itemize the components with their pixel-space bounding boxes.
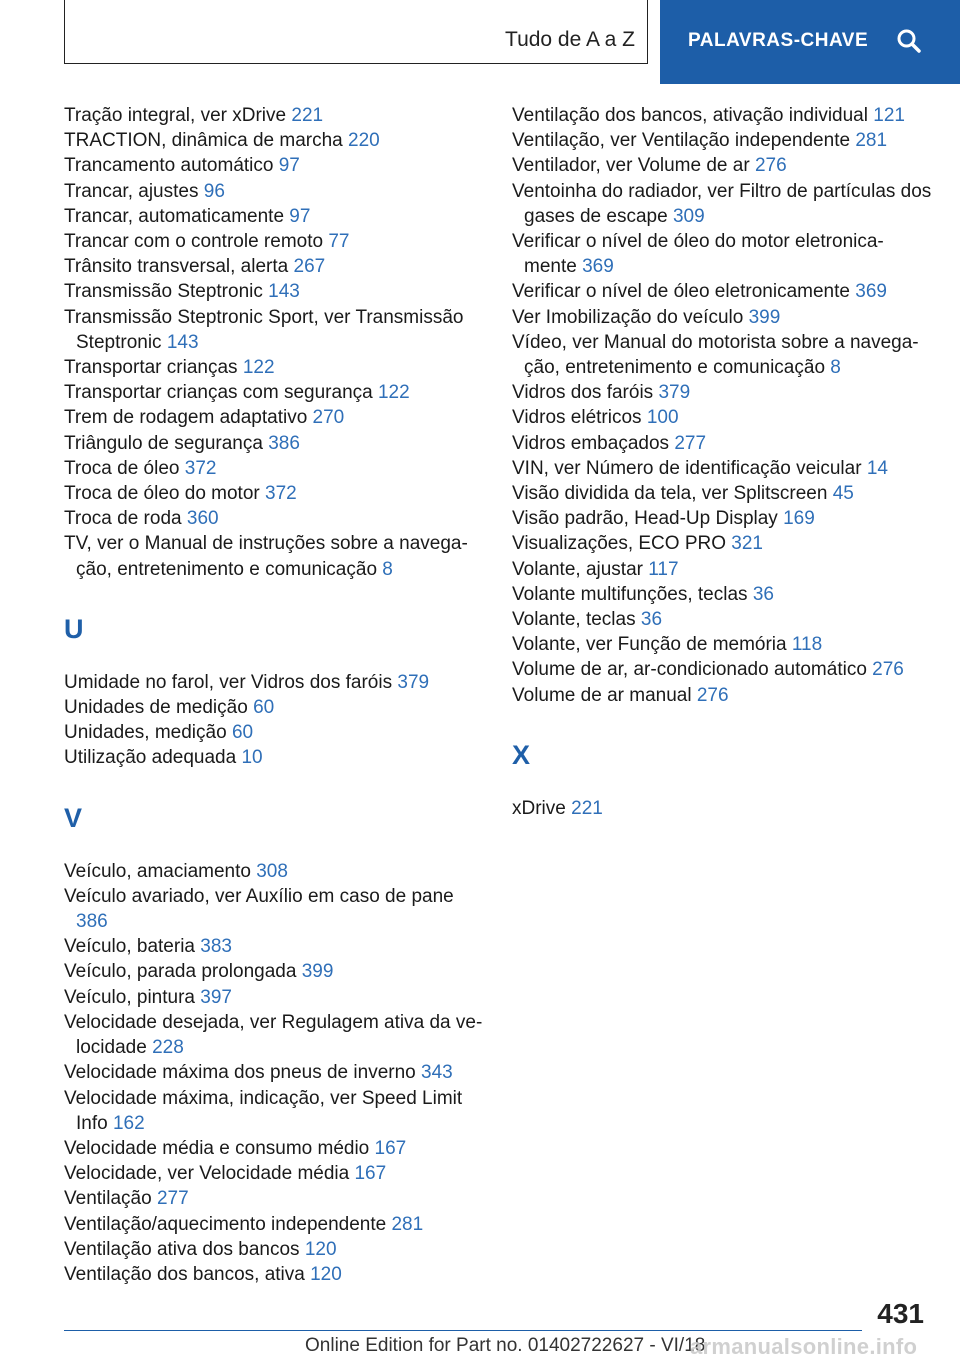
index-entry xyxy=(64,431,484,456)
page-reference-link[interactable]: 45 xyxy=(832,483,854,505)
page-reference-link[interactable]: 8 xyxy=(382,558,393,580)
index-entry xyxy=(64,1136,484,1161)
index-entry xyxy=(64,959,484,984)
index-entry-term: Transmissão Steptronic xyxy=(64,281,269,303)
page-reference-link[interactable]: 281 xyxy=(855,130,888,152)
page-reference-link[interactable]: 122 xyxy=(377,382,410,404)
index-letter-heading: V xyxy=(64,802,83,833)
page-number: 431 xyxy=(877,1298,924,1329)
page-reference-link[interactable]: 100 xyxy=(646,407,679,429)
page-reference-link[interactable]: 386 xyxy=(76,911,108,933)
index-entry xyxy=(64,745,484,770)
page-reference-link[interactable]: 97 xyxy=(278,155,300,177)
index-entry xyxy=(512,128,932,153)
index-entry-term: Visão dividida da tela, ver Splitscreen xyxy=(512,483,833,505)
page-reference-link[interactable]: 221 xyxy=(291,105,324,126)
page-reference-link[interactable]: 369 xyxy=(855,281,887,303)
index-entry-term: Velocidade, ver Velocidade média xyxy=(64,1163,355,1185)
index-entry-term: Verificar o nível de óleo eletronicamente xyxy=(512,281,856,303)
index-entry-term: Triângulo de segurança xyxy=(64,432,269,454)
page-reference-link[interactable]: 8 xyxy=(830,357,841,379)
index-entry xyxy=(64,934,484,959)
page-reference-link[interactable]: 60 xyxy=(253,697,275,719)
index-entry-term: Ventilação dos bancos, ativação individual xyxy=(512,105,874,126)
index-entry-term: Velocidade média e consumo médio xyxy=(64,1137,375,1159)
index-entry-term: Trancamento automático xyxy=(64,155,279,177)
page-reference-link[interactable]: 343 xyxy=(421,1062,453,1084)
index-entry xyxy=(512,279,932,304)
index-entry-term: Visão padrão, Head-Up Display xyxy=(512,508,784,530)
index-entry xyxy=(512,632,932,657)
index-entry-term: Veículo, pintura xyxy=(64,986,201,1008)
index-entry xyxy=(512,531,932,556)
index-entry-term: Ventilação dos bancos, ativa xyxy=(64,1263,311,1285)
section-title: Tudo de A a Z xyxy=(505,28,635,51)
index-entry-term: Velocidade máxima, indicação, ver Speed Limit Info xyxy=(64,1087,463,1134)
index-entry xyxy=(64,481,484,506)
index-entry xyxy=(64,1186,484,1211)
index-entry xyxy=(64,279,484,304)
index-entry-term: Ventoinha do radiador, ver Filtro de partículas dos gases de escape xyxy=(512,180,932,227)
index-entry xyxy=(64,531,484,581)
index-entry-term: xDrive xyxy=(512,797,572,819)
index-entry xyxy=(512,405,932,430)
search-icon xyxy=(896,28,922,54)
page-reference-link[interactable]: 118 xyxy=(791,634,823,656)
index-entry xyxy=(512,657,932,682)
index-entry xyxy=(64,1161,484,1186)
page-reference-link[interactable]: 120 xyxy=(310,1263,342,1285)
page-reference-link[interactable]: 121 xyxy=(873,105,905,126)
index-entry-term: Veículo, bateria xyxy=(64,936,201,958)
edition-text: Online Edition for Part no. 01402722627 - VI/18 xyxy=(305,1335,706,1356)
index-entry-term: Volante, teclas xyxy=(512,609,641,631)
page-reference-link[interactable]: 372 xyxy=(265,483,297,505)
index-entry-term: VIN, ver Número de identificação veicular xyxy=(512,457,867,479)
index-entry-term: Volante, ajustar xyxy=(512,558,649,580)
index-entry-term: Vidros dos faróis xyxy=(512,382,659,404)
index-entry xyxy=(512,431,932,456)
page-reference-link[interactable]: 276 xyxy=(696,684,729,706)
index-entry-term: TV, ver o Manual de instruções sobre a navega-ção, entretenimento e comunicação xyxy=(64,533,468,580)
index-entry xyxy=(512,229,932,279)
page-reference-link[interactable]: 122 xyxy=(242,357,275,379)
index-entry-term: Tração integral, ver xDrive xyxy=(64,105,292,126)
index-entry-term: Trem de rodagem adaptativo xyxy=(64,407,313,429)
page-reference-link[interactable]: 267 xyxy=(293,256,326,278)
page-reference-link[interactable]: 379 xyxy=(658,382,691,404)
index-entry xyxy=(64,985,484,1010)
keywords-button-label: PALAVRAS-CHAVE xyxy=(688,30,869,51)
index-entry-term: Vídeo, ver Manual do motorista sobre a navega-ção, entretenimento e comunicação xyxy=(512,331,919,379)
page-reference-link[interactable]: 36 xyxy=(640,609,663,631)
index-entry-term: Veículo, amaciamento xyxy=(64,860,257,882)
index-entry xyxy=(512,683,932,708)
index-entry xyxy=(64,1237,484,1262)
page-reference-link[interactable]: 397 xyxy=(200,986,232,1008)
index-entry-term: Transportar crianças xyxy=(64,357,243,379)
page-reference-link[interactable]: 96 xyxy=(203,180,225,202)
index-entry xyxy=(512,380,932,405)
index-entry xyxy=(512,607,932,632)
index-entry-term: Vidros elétricos xyxy=(512,407,647,429)
index-entry xyxy=(512,103,932,128)
index-entry xyxy=(64,355,484,380)
page-reference-link[interactable]: 167 xyxy=(354,1163,387,1185)
page-reference-link[interactable]: 97 xyxy=(289,205,311,227)
page-reference-link[interactable]: 383 xyxy=(200,936,232,958)
keywords-button[interactable] xyxy=(660,0,960,84)
index-entry-term: Ver Imobilização do veículo xyxy=(512,306,749,328)
index-entry xyxy=(512,153,932,178)
index-entry xyxy=(64,179,484,204)
index-entry xyxy=(512,305,932,330)
index-entry xyxy=(512,557,932,582)
page-reference-link[interactable]: 372 xyxy=(184,457,217,479)
index-entry xyxy=(64,1262,484,1287)
index-letter-heading: U xyxy=(64,613,84,644)
index-entry xyxy=(512,179,932,229)
index-entry xyxy=(64,103,484,128)
index-entry-term: Volume de ar, ar-condicionado automático xyxy=(512,659,873,681)
index-entry xyxy=(64,254,484,279)
footer-divider xyxy=(64,1330,862,1331)
index-entry-term: Transmissão Steptronic Sport, ver Transmissão Steptronic xyxy=(64,306,464,353)
page-reference-link[interactable]: 77 xyxy=(328,231,350,253)
page-reference-link[interactable]: 309 xyxy=(672,205,705,227)
page-reference-link[interactable]: 228 xyxy=(152,1037,184,1059)
index-entry xyxy=(64,884,484,934)
index-entry xyxy=(64,1212,484,1237)
index-entry-term: Visualizações, ECO PRO xyxy=(512,533,732,555)
index-entry-term: Umidade no farol, ver Vidros dos faróis xyxy=(64,671,398,693)
index-entry xyxy=(64,695,484,720)
page-reference-link[interactable]: 277 xyxy=(674,432,707,454)
index-entry xyxy=(64,153,484,178)
index-entry-term: Utilização adequada xyxy=(64,747,242,769)
index-entry-term: Trancar, ajustes xyxy=(64,180,204,202)
page-reference-link[interactable]: 399 xyxy=(748,306,781,328)
index-entry-term: Velocidade máxima dos pneus de inverno xyxy=(64,1062,422,1084)
index-entry-term: TRACTION, dinâmica de marcha xyxy=(64,130,349,152)
index-entry-term: Ventilação ativa dos bancos xyxy=(64,1238,305,1260)
index-entry xyxy=(64,380,484,405)
page-reference-link[interactable]: 120 xyxy=(304,1238,337,1260)
page-reference-link[interactable]: 60 xyxy=(231,722,254,744)
page-reference-link[interactable]: 276 xyxy=(872,659,904,681)
index-column-right xyxy=(512,103,932,821)
page-reference-link[interactable]: 379 xyxy=(397,671,430,693)
index-entry-term: Veículo avariado, ver Auxílio em caso de pane xyxy=(64,885,454,907)
page-reference-link[interactable]: 143 xyxy=(268,281,300,303)
index-entry xyxy=(512,330,932,380)
page-reference-link[interactable]: 270 xyxy=(312,407,345,429)
page-reference-link[interactable]: 277 xyxy=(156,1188,189,1210)
page-reference-link[interactable]: 308 xyxy=(256,860,288,882)
page-reference-link[interactable]: 276 xyxy=(754,155,787,177)
index-entry-term: Unidades, medição xyxy=(64,722,232,744)
index-entry-term: Unidades de medição xyxy=(64,697,254,719)
page-reference-link[interactable]: 360 xyxy=(186,508,219,530)
index-letter-heading: X xyxy=(512,739,531,770)
page-reference-link[interactable]: 221 xyxy=(571,797,603,819)
index-entry xyxy=(64,229,484,254)
index-entry-term: Ventilação, ver Ventilação independente xyxy=(512,130,856,152)
page-reference-link[interactable]: 167 xyxy=(374,1137,407,1159)
index-entry-term: Ventilação/aquecimento independente xyxy=(64,1213,392,1235)
page-reference-link[interactable]: 36 xyxy=(752,583,774,605)
index-entry xyxy=(64,405,484,430)
index-entry-term: Trancar com o controle remoto xyxy=(64,231,329,253)
index-entry xyxy=(64,506,484,531)
page-reference-link[interactable]: 143 xyxy=(166,331,199,353)
index-entry xyxy=(64,456,484,481)
index-entry xyxy=(64,859,484,884)
index-entry-term: Troca de óleo xyxy=(64,457,185,479)
index-entry xyxy=(512,481,932,506)
index-entry-term: Troca de óleo do motor xyxy=(64,483,266,505)
index-entry-term: Ventilação xyxy=(64,1188,157,1210)
index-entry-term: Velocidade desejada, ver Regulagem ativa da ve-locidade xyxy=(64,1011,483,1059)
index-entry xyxy=(64,1010,484,1060)
index-entry-term: Trânsito transversal, alerta xyxy=(64,256,294,278)
index-entry-term: Volante multifunções, teclas xyxy=(512,583,753,605)
page-reference-link[interactable]: 14 xyxy=(866,457,888,479)
index-entry xyxy=(512,506,932,531)
index-entry-term: Trancar, automaticamente xyxy=(64,205,290,227)
index-entry xyxy=(64,720,484,745)
index-column-left xyxy=(64,103,484,1287)
index-entry xyxy=(64,204,484,229)
index-entry xyxy=(512,582,932,607)
index-entry xyxy=(64,670,484,695)
page-reference-link[interactable]: 399 xyxy=(301,961,334,983)
index-entry-term: Transportar crianças com segurança xyxy=(64,382,378,404)
page-reference-link[interactable]: 117 xyxy=(648,558,679,580)
page-reference-link[interactable]: 386 xyxy=(268,432,300,454)
watermark-logo: armanualsonline.info xyxy=(690,1334,918,1359)
section-header xyxy=(64,0,648,64)
page-reference-link[interactable]: 220 xyxy=(348,130,380,152)
index-entry-term: Vidros embaçados xyxy=(512,432,675,454)
page-reference-link[interactable]: 321 xyxy=(731,533,763,555)
index-entry xyxy=(64,128,484,153)
index-entry-term: Veículo, parada prolongada xyxy=(64,961,302,983)
page-reference-link[interactable]: 10 xyxy=(241,747,263,769)
page-reference-link[interactable]: 281 xyxy=(391,1213,424,1235)
index-entry-term: Troca de roda xyxy=(64,508,187,530)
index-entry-term: Verificar o nível de óleo do motor eletronica-mente xyxy=(512,231,884,278)
page-reference-link[interactable]: 169 xyxy=(783,508,815,530)
index-entry xyxy=(512,796,932,821)
page-reference-link[interactable]: 162 xyxy=(112,1112,145,1134)
index-entry xyxy=(64,305,484,355)
page-reference-link[interactable]: 369 xyxy=(582,256,614,278)
index-entry-term: Volume de ar manual xyxy=(512,684,697,706)
index-entry xyxy=(64,1086,484,1136)
index-entry xyxy=(64,1060,484,1085)
index-entry-term: Ventilador, ver Volume de ar xyxy=(512,155,755,177)
index-entry-term: Volante, ver Função de memória xyxy=(512,634,792,656)
index-entry xyxy=(512,456,932,481)
